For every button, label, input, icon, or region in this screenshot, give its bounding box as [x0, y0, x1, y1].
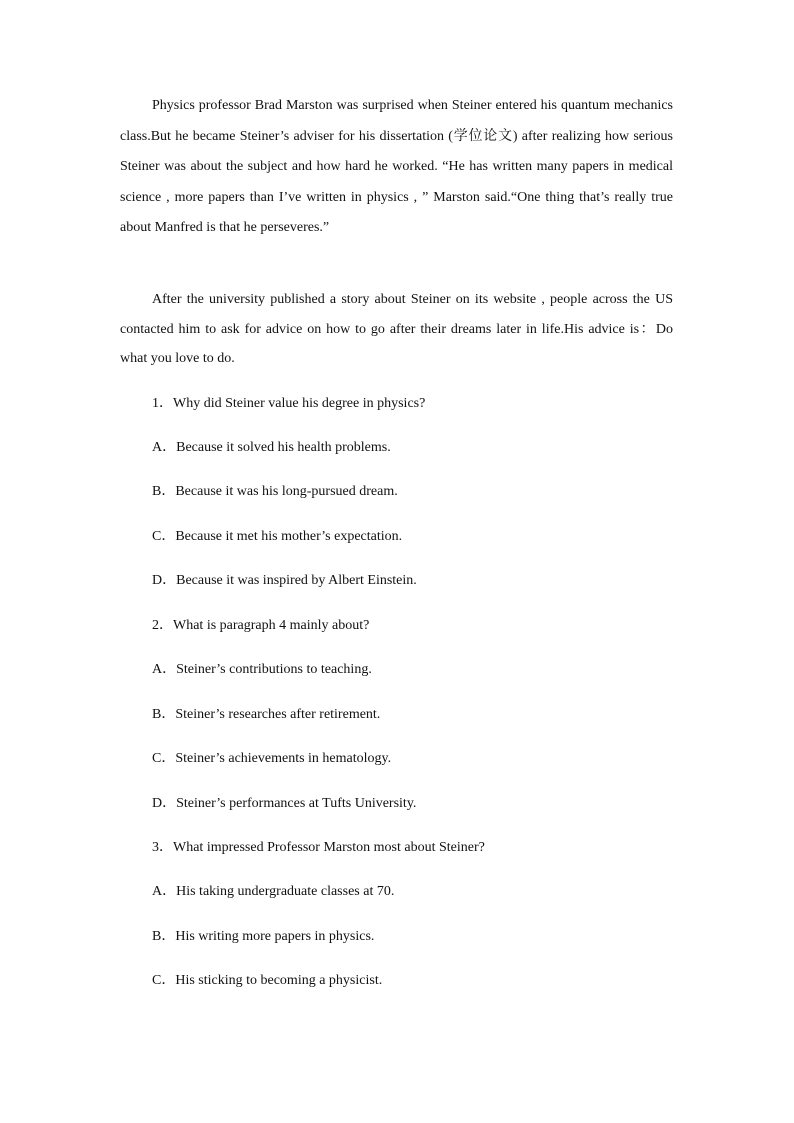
question-1-option-d: D．Because it was inspired by Albert Einstein. [152, 573, 417, 588]
passage-paragraph-2: After the university published a story about Steiner on its website , people across the US contacted him to ask for advice on how to go after their dreams later in life.His advice is：Do what you love to do. [120, 292, 673, 366]
question-1-option-b: B．Because it was his long-pursued dream. [152, 484, 398, 499]
question-1-option-a: A．Because it solved his health problems. [152, 440, 391, 455]
question-3-option-c: C．His sticking to becoming a physicist. [152, 973, 383, 988]
question-2-option-d: D．Steiner’s performances at Tufts University. [152, 796, 417, 811]
question-3-option-a: A．His taking undergraduate classes at 70. [152, 884, 395, 899]
question-2-option-b: B．Steiner’s researches after retirement. [152, 707, 381, 722]
question-3-stem: 3．What impressed Professor Marston most about Steiner? [152, 840, 485, 855]
question-1-option-c: C．Because it met his mother’s expectation. [152, 529, 403, 544]
question-3-option-b: B．His writing more papers in physics. [152, 929, 375, 944]
question-2-option-c: C．Steiner’s achievements in hematology. [152, 751, 392, 766]
passage-paragraph-1: Physics professor Brad Marston was surprised when Steiner entered his quantum mechanics class.But he became Steiner’s adviser for his dissertation (学位论文) after realizing how serious Steiner was about the subject and how hard he worked. “He has written many papers in medical science , more papers than I’ve written in physics , ” Marston said.“One thing that’s really true about Manfred is that he perseveres.” [120, 98, 673, 235]
question-2-stem: 2．What is paragraph 4 mainly about? [152, 618, 370, 633]
question-1-stem: 1．Why did Steiner value his degree in physics? [152, 396, 426, 411]
question-2-option-a: A．Steiner’s contributions to teaching. [152, 662, 372, 677]
